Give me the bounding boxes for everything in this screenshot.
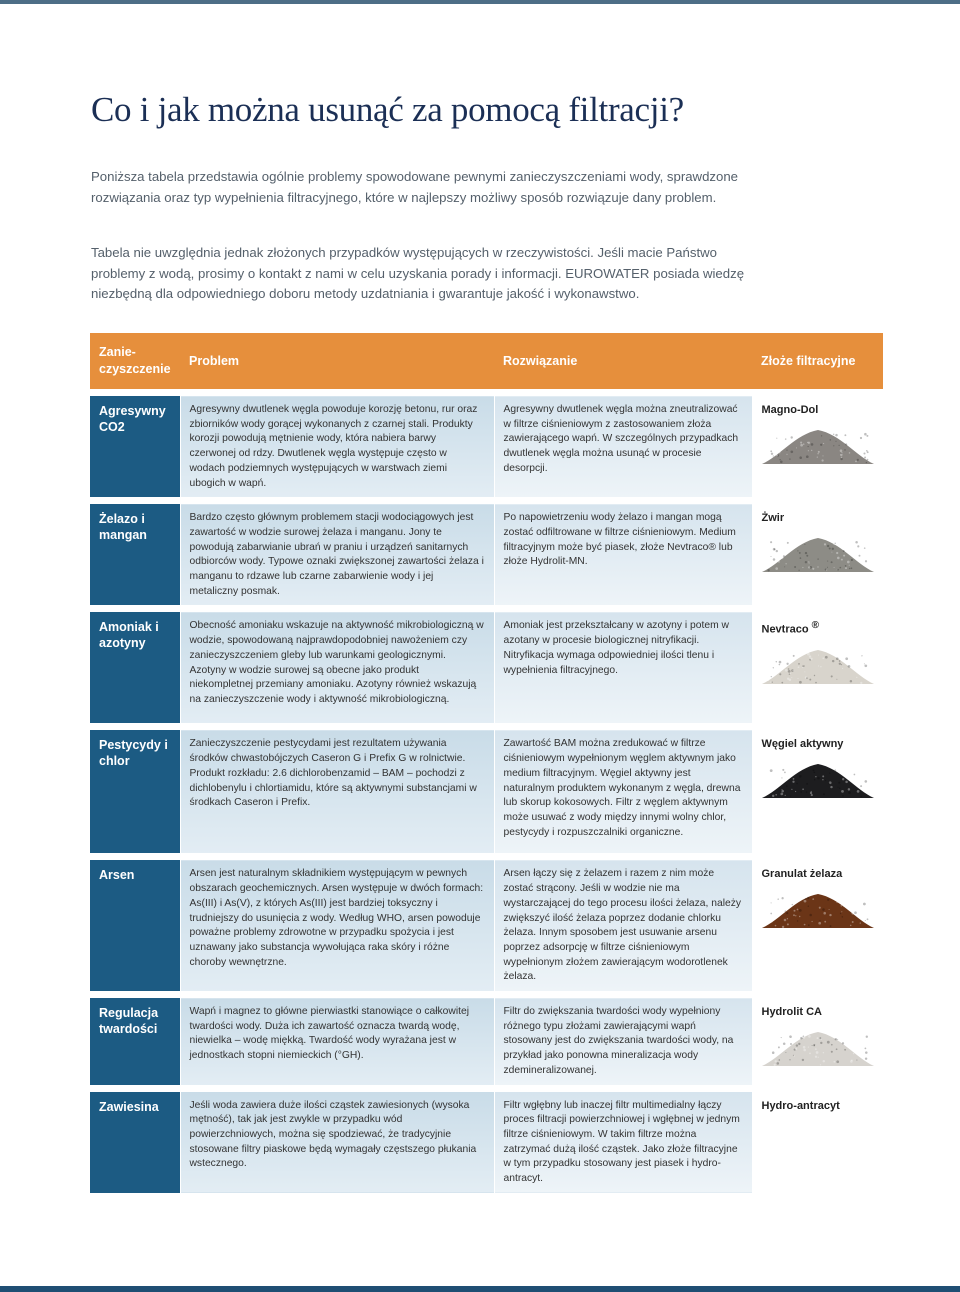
contaminant-cell: Pestycydy i chlor <box>90 727 180 857</box>
solution-cell: Filtr do zwiększania twardości wody wypełniony różnego typu złożami zawierającymi wapń stosowany jest do zwiększania twardości wody, na przykład jako ponowna mineralizacja wody zdemineralizowanej. <box>494 995 752 1089</box>
intro-paragraph-2: Tabela nie uwzględnia jednak złożonych przypadków występujących w rzeczywistości. Jeśli macie Państwo problemy z wodą, prosimy o kontakt z nami w celu uzyskania porady i informacji. EUROWATER posiada wiedzę niezbędną dla odpowiedniego doboru metody uzdatniania i gwarantuje jakość i wykonawstwo. <box>91 245 745 301</box>
solution-cell: Agresywny dwutlenek węgla można zneutralizować w filtrze ciśnieniowym z zastosowaniem złoża zawierającego wapń. W szczególnych przypadkach dwutlenek węgla można usunąć w procesie desorpcji. <box>494 393 752 501</box>
table-row <box>90 727 883 857</box>
contaminant-cell: Żelazo i mangan <box>90 501 180 609</box>
table-row <box>90 609 883 727</box>
filter-media-name <box>762 511 874 526</box>
filter-media-cell <box>752 609 883 727</box>
problem-cell: Agresywny dwutlenek węgla powoduje korozję betonu, rur oraz zbiorników wody gorącej wykonanych z czarnej stali. Produkty korozji powodują mętnienie wody, która nabiera barwy czerwonej od rdzy. Dwutlenek węgla występuje często w wodach podziemnych występujących w warstwach ziemi ubogich w wapń. <box>180 393 494 501</box>
problem-cell: Zanieczyszczenie pestycydami jest rezultatem używania środków chwastobójczych Caseron G i Prefix G w rolnictwie. Produkt rozkładu: 2.6 dichlorobenzamid – BAM – pochodzi z dichlobenylu i chlortiamidu, które są aktywnymi substancjami w środkach Caseron i Prefix. <box>180 727 494 857</box>
header-filter-media: Złoże filtracyjne <box>752 333 883 393</box>
solution-cell: Zawartość BAM można zredukować w filtrze ciśnieniowym wypełnionym węglem aktywnym jako medium filtracyjnym. Węgiel aktywny jest naturalnym produktem wykonanym z węgla, drewna lub skorup kokosowych. Filtr z węglem aktywnym może usuwać z wody między innymi wolny chlor, pestycydy i rozpuszczalniki organiczne. <box>494 727 752 857</box>
gravel-pile-grey-icon <box>760 426 876 466</box>
filter-media-name <box>762 1005 874 1020</box>
filter-media-cell <box>752 1088 883 1193</box>
filter-media-cell <box>752 501 883 609</box>
table-row <box>90 501 883 609</box>
gravel-pile-icon <box>760 534 876 574</box>
contaminant-cell: Zawiesina <box>90 1088 180 1193</box>
iron-granulate-pile-icon <box>760 890 876 930</box>
problem-cell: Arsen jest naturalnym składnikiem występującym w pewnych obszarach geochemicznych. Arsen występuje w dwóch formach: As(III) i As(V), z których As(III) jest bardziej toksyczny i trudniejszy do usunięcia z wody. Według WHO, arsen powoduje poważne problemy zdrowotne w przypadku spożycia i jest uznawany jako substancja wywołująca raka skóry i różne choroby wewnętrzne. <box>180 857 494 995</box>
top-accent-bar <box>0 0 960 4</box>
filter-media-label: Żwir <box>761 512 785 525</box>
problem-cell: Obecność amoniaku wskazuje na aktywność mikrobiologiczną w wodzie, spowodowaną najprawdopodobniej nawożeniem czy zanieczyszczeniem gleby lub warunkami geologicznymi. Azotyny w wodzie surowej są obecne jako produkt niekompletnej przemiany amoniaku. Azotyny również wskazują na zanieczyszczenie wody i aktywność mikrobiologiczną. <box>180 609 494 727</box>
filter-media-name <box>762 737 874 752</box>
filter-media-label: Hydrolit CA <box>761 1006 822 1019</box>
filter-media-label: Nevtraco <box>761 624 809 637</box>
contaminant-cell: Agresywny CO2 <box>90 393 180 501</box>
solution-cell: Amoniak jest przekształcany w azotyny i potem w azotany w procesie biologicznej nitryfikacji. Nitryfikacja wymaga odpowiedniej ilości tlenu i wypełnienia filtracyjnego. <box>494 609 752 727</box>
filter-media-label: Magno-Dol <box>761 404 819 416</box>
filter-media-cell <box>752 857 883 995</box>
filter-media-name <box>762 619 874 637</box>
table-row <box>90 1088 883 1193</box>
solution-cell: Arsen łączy się z żelazem i razem z nim może zostać strącony. Jeśli w wodzie nie ma wystarczającej do tego procesu ilości żelaza, należy zwiększyć ilość żelaza poprzez dodanie chlorku żelaza. Innym sposobem jest usuwanie arsenu poprzez adsorpcję w filtrze ciśnieniowym wypełnionym złożem zawierającym wodorotlenek żelaza. <box>494 857 752 995</box>
header-contaminant: Zanie- czyszczenie <box>90 333 180 393</box>
filter-media-label: Hydro-antracyt <box>761 1099 840 1112</box>
problem-cell: Bardzo często głównym problemem stacji wodociągowych jest zawartość w wodzie surowej żelaza i manganu. Jony te powodują zabarwianie ubrań w praniu i urządzeń sanitarnych odbiorców wody. Typowe oznaki zwiększonej zawartości żelaza i manganu to rdzawe lub czarne zabarwienie wody i jej metaliczny posmak. <box>180 501 494 609</box>
filter-media-name <box>762 403 874 418</box>
header-solution: Rozwiązanie <box>494 333 752 393</box>
filter-media-label: Węgiel aktywny <box>761 738 844 751</box>
filter-media-label: Granulat żelaza <box>761 868 843 881</box>
registered-mark: ® <box>811 620 820 632</box>
problem-cell: Jeśli woda zawiera duże ilości cząstek zawiesionych (wysoka mętność), tak jak jest zwykle w przypadku wód powierzchniowych, można się spodziewać, że tradycyjnie stosowane filtry piaskowe będą wymagały częstszego płukania wstecznego. <box>180 1088 494 1193</box>
bottom-accent-bar <box>0 1286 960 1292</box>
table-row <box>90 857 883 995</box>
page-title: Co i jak można usunąć za pomocą filtracji? <box>91 90 684 129</box>
filter-media-cell <box>752 393 883 501</box>
activated-carbon-pile-icon <box>760 760 876 800</box>
intro-paragraph-1: Poniższa tabela przedstawia ogólnie problemy spowodowane pewnymi zanieczyszczeniami wody, sprawdzone rozwiązania oraz typ wypełnienia filtracyjnego, które w najlepszy możliwy sposób rozwiązuje dany problem. <box>91 169 739 205</box>
solution-cell: Po napowietrzeniu wody żelazo i mangan mogą zostać odfiltrowane w filtrze ciśnieniowym. Medium filtracyjnym może być piasek, złoże Nevtraco® lub złoże Hydrolit-MN. <box>494 501 752 609</box>
contaminant-cell: Arsen <box>90 857 180 995</box>
hydrolit-ca-pile-icon <box>760 1028 876 1068</box>
filter-media-name <box>762 1099 874 1114</box>
filtration-table <box>90 333 884 1193</box>
contaminant-cell: Amoniak i azotyny <box>90 609 180 727</box>
filter-media-cell <box>752 995 883 1089</box>
table-row <box>90 995 883 1089</box>
table-row <box>90 393 883 501</box>
nevtraco-pile-icon <box>760 646 876 686</box>
problem-cell: Wapń i magnez to główne pierwiastki stanowiące o całkowitej twardości wody. Duża ich zawartość oznacza twardą wodę, niewielka – wodę miękką. Twardość wody wyrażana jest w jednostkach stopni niemieckich (°GH). <box>180 995 494 1089</box>
contaminant-cell: Regulacja twardości <box>90 995 180 1089</box>
header-problem: Problem <box>180 333 494 393</box>
filter-media-name <box>762 867 874 882</box>
solution-cell: Filtr wgłębny lub inaczej filtr multimedialny łączy proces filtracji powierzchniowej i wgłębnej w jednym filtrze ciśnieniowym. W takim filtrze można zatrzymać dużą ilość cząstek. Jako złoże filtracyjne w tym przypadku stosowany jest piasek i hydro- antracyt. <box>494 1088 752 1193</box>
table-header-row <box>90 333 883 393</box>
filter-media-cell <box>752 727 883 857</box>
